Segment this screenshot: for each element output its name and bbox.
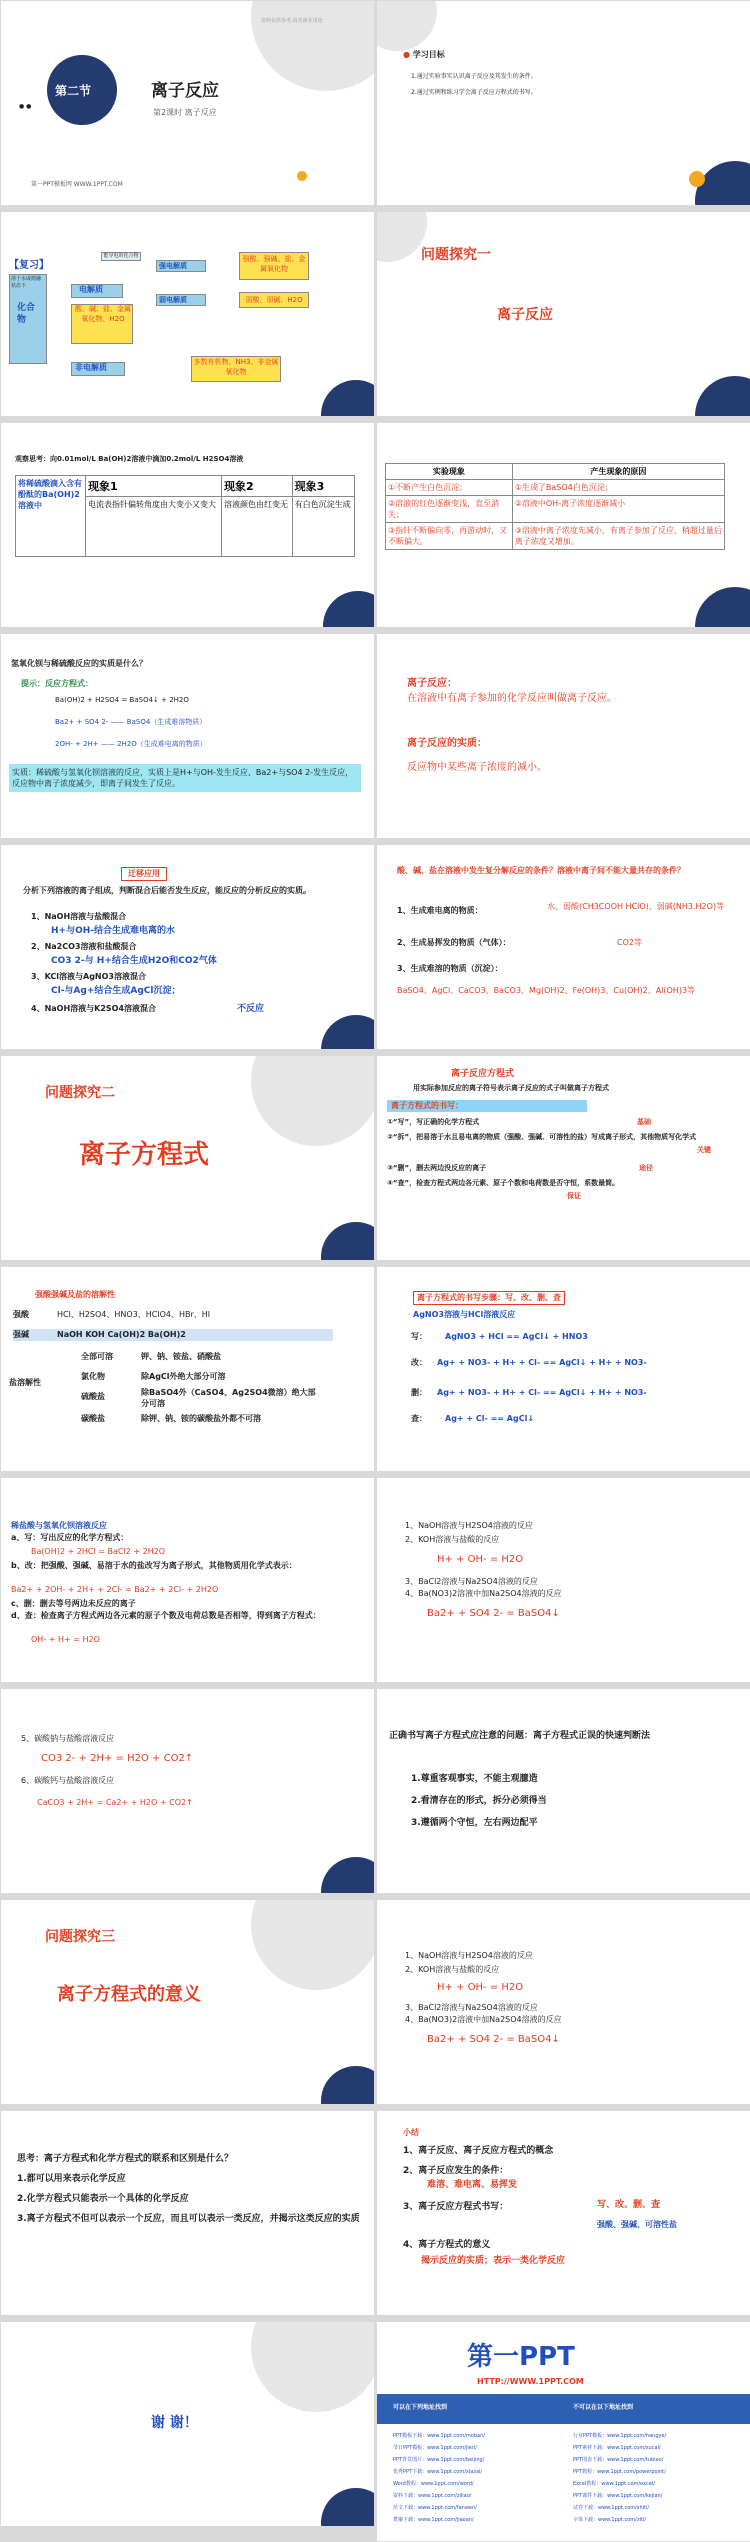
w-label: 写： [411, 1332, 427, 1341]
badge-label: 第二节 [55, 84, 92, 98]
step-c: c、删：删去等号两边未反应的离子 [11, 1599, 136, 1608]
g-eq: Ag+ + NO3- + H+ + Cl- == AgCl↓ + H+ + NO3- [437, 1358, 647, 1367]
ad-link[interactable]: 字体下载：www.1ppt.com/ziti/ [573, 2517, 646, 2523]
compare-2: 2.化学方程式只能表示一个具体的化学反应 [17, 2194, 189, 2204]
slide-exercise3 [377, 1900, 750, 2104]
deco-dot [297, 171, 307, 181]
th-3: 现象3 [292, 476, 354, 497]
strong-examples: 强酸、强碱、盐、金属氧化物 [242, 255, 306, 273]
slide-section1 [377, 212, 750, 416]
item-1: 1、NaOH溶液与H2SO4溶液的反应 [405, 1521, 533, 1530]
section-big: 离子方程式的意义 [57, 1984, 201, 2005]
equation-1: Ba(OH)2 + H2SO4 = BaSO4↓ + 2H2O [55, 696, 189, 704]
deco-circle [323, 591, 374, 627]
ad-link[interactable]: 试卷下载：www.1ppt.com/shiti/ [573, 2505, 650, 2511]
cell-r1a: ①不断产生白色沉淀； [386, 480, 513, 496]
base-label: 强碱 [13, 1329, 333, 1341]
d-label: 删： [411, 1388, 427, 1397]
steps-title: 离子反应方程式 [451, 1069, 515, 1079]
review-label: 【复习】 [9, 260, 49, 271]
ad-link[interactable]: PPT教程：www.1ppt.com/powerpoint/ [573, 2469, 666, 2475]
key-3: 途径 [639, 1164, 653, 1172]
item-2: 2、KOH溶液与盐酸的反应 [405, 1965, 500, 1974]
objectives-heading: ● 学习目标 [403, 50, 445, 59]
ad-link[interactable]: PPT素材下载：www.1ppt.com/sucai/ [573, 2445, 661, 2451]
section-title: 问题探究三 [45, 1929, 115, 1945]
salt-r2v: 除AgCl外绝大部分可溶 [141, 1372, 226, 1381]
slide-rules [377, 1689, 750, 1893]
step-a: a、写：写出反应的化学方程式： [11, 1533, 129, 1542]
cell-r3a: ③指针不断偏向零，再游动时，又不断偏大。 [386, 523, 513, 550]
rule-3: 3.遵循两个守恒，左右两边配平 [411, 1818, 538, 1828]
rules-question: 正确书写离子方程式应注意的问题：离子方程式正误的快速判断法 [389, 1731, 651, 1741]
deck-title: 离子反应 [151, 81, 219, 101]
worked-intro: 稀盐酸与氢氧化钡溶液反应 [11, 1521, 107, 1530]
header-note: 资料仅供参考,请勿商业用途 [261, 18, 323, 24]
slide-section2 [1, 1056, 374, 1260]
slide-section3 [1, 1900, 374, 2104]
slide-summary [377, 2111, 750, 2315]
answer-12: H+ + OH- = H2O [437, 1982, 524, 1993]
item-1: 1、生成难电离的物质： [397, 906, 483, 915]
answer-5: CO3 2- + 2H+ = H2O + CO2↑ [41, 1753, 194, 1764]
ad-link[interactable]: PPT背景图片：www.1ppt.com/beijing/ [393, 2457, 485, 2463]
cell-setup: 将稀硫酸滴入含有酚酞的Ba(OH)2溶液中 [16, 476, 86, 557]
equation-2: Ba2+ + SO4 2- —— BaSO4（生成难溶物质） [55, 718, 207, 726]
th-2: 现象2 [222, 476, 293, 497]
item-5: 5、碳酸钠与盐酸溶液反应 [21, 1734, 115, 1743]
deck-subtitle: 第2课时 离子反应 [153, 108, 217, 117]
hint: 提示：反应方程式： [21, 679, 93, 688]
summary-3v: 写、改、删、查 [597, 2200, 661, 2210]
section-title: 问题探究二 [45, 1085, 115, 1101]
ad-link[interactable]: 范文下载：www.1ppt.com/fanwen/ [393, 2505, 477, 2511]
summary-4: 4、离子方程式的意义 [403, 2240, 491, 2250]
summary-2v: 难溶、难电离、易挥发 [427, 2180, 518, 2190]
example-title: 离子方程式的书写步骤：写、改、删、查 [413, 1291, 565, 1305]
slide-conditions [377, 845, 750, 1049]
ad-link[interactable]: PPT模板下载：www.1ppt.com/moban/ [393, 2433, 485, 2439]
deco-circle [321, 1857, 374, 1893]
question: 氢氧化钡与稀硫酸反应的实质是什么？ [11, 659, 147, 668]
ad-link[interactable]: 行业PPT模板：www.1ppt.com/hangye/ [573, 2433, 667, 2439]
w-eq: AgNO3 + HCl == AgCl↓ + HNO3 [445, 1332, 588, 1341]
item-4: 4、Ba(NO3)2溶液中加Na2SO4溶液的反应 [405, 1589, 562, 1598]
section-subtitle: 离子反应 [497, 307, 553, 323]
deco-circle [251, 2322, 374, 2412]
logo-text: 第一PPT [467, 2342, 575, 2372]
logo-url: HTTP://WWW.1PPT.COM [477, 2377, 584, 2386]
summary-1: 1、离子反应、离子反应方程式的概念 [403, 2146, 554, 2156]
objective-2: 2.通过实例和练习学会离子反应方程式的书写。 [411, 89, 537, 96]
summary-4v: 揭示反应的实质；表示一类化学反应 [421, 2256, 566, 2266]
item-3: 3、BaCl2溶液与Na2SO4溶液的反应 [405, 2003, 538, 2012]
answer-2: CO3 2-与 H+结合生成H2O和CO2气体 [51, 956, 217, 966]
salt-r1: 全部可溶 [81, 1352, 113, 1361]
step-1: ①“写”，写正确的化学方程式 [387, 1118, 480, 1126]
non-examples: 多数有机物、NH3、非金属氧化物 [193, 358, 279, 376]
g-label: 改： [411, 1358, 427, 1367]
weak-label: 弱电解质 [159, 296, 187, 304]
solubility-title: 强酸强碱及盐的溶解性 [35, 1290, 115, 1299]
th-1: 现象1 [86, 476, 222, 497]
rule-1: 1.尊重客观事实，不能主观臆造 [411, 1774, 538, 1784]
item-3: 3、KCl溶液与AgNO3溶液混合 [31, 972, 146, 981]
deco-circle [377, 212, 427, 262]
key-2: 关键 [697, 1146, 711, 1154]
step-d: d、查：检查离子方程式两边各元素的原子个数及电荷总数是否相等，得到离子方程式： [11, 1611, 321, 1620]
dots: ● ● [19, 103, 32, 110]
section-title: 问题探究一 [421, 247, 491, 263]
cell-r3b: ③溶液中离子浓度先减小，有离子参加了反应，稍超过量后离子浓度又增加。 [512, 523, 724, 550]
summary-title: 小结 [403, 2128, 419, 2137]
slide-exercise1 [377, 1478, 750, 1682]
observe-table [15, 475, 355, 557]
cell-1: 电流表指针偏转角度由大变小又变大 [86, 497, 222, 557]
practice-tag: 迁移应用 [121, 867, 167, 881]
rule-2: 2.看清存在的形式，拆分必须得当 [411, 1796, 547, 1806]
item-4: 4、Ba(NO3)2溶液中加Na2SO4溶液的反应 [405, 2015, 562, 2024]
item-3: 3、生成难溶的物质（沉淀）： [397, 964, 503, 973]
cell-3: 有白色沉淀生成 [292, 497, 354, 557]
th-reason: 产生现象的原因 [512, 464, 724, 480]
step-a-eq: Ba(OH)2 + 2HCl = BaCl2 + 2H2O [31, 1547, 166, 1556]
salt-r3: 硫酸盐 [81, 1392, 105, 1401]
example-intro: AgNO3溶液与HCl溶液反应 [413, 1310, 516, 1319]
deco-circle [321, 2066, 374, 2104]
slide-solubility [1, 1267, 374, 1471]
slide-steps [377, 1056, 750, 1260]
definition: 用实际参加反应的离子符号表示离子反应的式子叫做离子方程式 [413, 1084, 609, 1092]
thanks-text: 谢 谢！ [151, 2415, 198, 2431]
deco-circle [321, 2488, 374, 2526]
essence-label: 离子反应的实质： [407, 738, 487, 749]
item-2: 2、KOH溶液与盐酸的反应 [405, 1535, 500, 1544]
cond-cloud: 能导电的化合物 [101, 252, 141, 261]
c-eq: Ag+ + Cl- == AgCl↓ [445, 1414, 535, 1423]
step-d-eq: OH- + H+ = H2O [31, 1635, 100, 1644]
prompt: 观察思考：向0.01mol/L Ba(OH)2溶液中滴加0.2mol/L H2SO4溶液 [15, 455, 244, 463]
item-3: 3、BaCl2溶液与Na2SO4溶液的反应 [405, 1577, 538, 1586]
salt-r1v: 钾、钠、铵盐、硝酸盐 [141, 1352, 221, 1361]
slide-title [1, 1, 374, 205]
ad-link[interactable]: 教案下载：www.1ppt.com/jiaoan/ [393, 2517, 474, 2523]
summary-3s: 强酸、强碱、可溶性盐 [597, 2220, 677, 2229]
section-big: 离子方程式 [79, 1140, 210, 1170]
key-4: 保证 [567, 1192, 581, 1200]
ad-link[interactable]: PPT课件下载：www.1ppt.com/kejian/ [573, 2493, 663, 2499]
slide-thanks [1, 2322, 374, 2526]
base-values: NaOH KOH Ca(OH)2 Ba(OH)2 [57, 1330, 186, 1339]
compare-1: 1.都可以用来表示化学反应 [17, 2174, 126, 2184]
compare-3: 3.离子方程式不但可以表示一个反应，而且可以表示一类反应，并揭示这类反应的实质 [17, 2214, 360, 2224]
col-1-title: 可以在下列地址找到 [393, 2404, 448, 2411]
ad-link[interactable]: PPT图表下载：www.1ppt.com/tubiao/ [573, 2457, 664, 2463]
answer-6: CaCO3 + 2H+ = Ca2+ + H2O + CO2↑ [37, 1798, 193, 1807]
ad-link[interactable]: 资料下载：www.1ppt.com/ziliao/ [393, 2493, 472, 2499]
slide-objectives [377, 1, 750, 205]
deco-circle [695, 376, 750, 416]
cond-label: 溶于水或熔融状态下 [11, 276, 42, 289]
item-4: 4、NaOH溶液与K2SO4溶液混合 [31, 1004, 157, 1013]
summary-2: 2、离子反应发生的条件： [403, 2166, 509, 2176]
acid-label: 强酸 [13, 1310, 29, 1319]
acid-examples: 酸、碱、盐、金属氧化物、H2O [75, 305, 131, 323]
ad-link[interactable]: 优秀PPT下载：www.1ppt.com/xiazai/ [393, 2469, 483, 2475]
item-2: 2、生成易挥发的物质（气体）： [397, 938, 511, 947]
slide-review [1, 212, 374, 416]
slide-definition [377, 634, 750, 838]
def-label: 离子反应： [407, 678, 457, 689]
item-1: 1、NaOH溶液与盐酸混合 [31, 912, 127, 921]
answer-2: CO2等 [617, 938, 642, 947]
salt-label: 盐溶解性 [9, 1378, 41, 1387]
step-b-eq: Ba2+ + 2OH- + 2H+ + 2Cl- = Ba2+ + 2Cl- + 2H2O [11, 1585, 219, 1594]
essence-text: 反应物中某些离子浓度的减小。 [407, 762, 547, 773]
summary-box: 实质：稀硫酸与氢氧化钡溶液的反应，实质上是H+与OH-发生反应、Ba2+与SO4 2-发生反应，反应物中离子浓度减少，即离子间发生了反应。 [9, 764, 361, 792]
footer: 第一PPT模板网 WWW.1PPT.COM [31, 181, 123, 188]
salt-r2: 氯化物 [81, 1372, 105, 1381]
phenomena-table [385, 463, 725, 550]
step-3: ③“删”，删去两边没反应的离子 [387, 1164, 487, 1172]
steps-box: 离子方程式的书写： [387, 1100, 587, 1112]
answer-4: 不反应 [237, 1004, 265, 1014]
slide-ads [377, 2322, 750, 2541]
salt-r4v: 除钾、钠、铵的碳酸盐外都不可溶 [141, 1414, 261, 1423]
question: 酸、碱、盐在溶液中发生复分解反应的条件？溶液中离子间不能大量共存的条件？ [397, 866, 685, 875]
answer-3: BaSO4、AgCl、CaCO3、BaCO3、Mg(OH)2、Fe(OH)3、Cu(OH)2、Al(OH)3等 [397, 986, 696, 995]
deco-circle [321, 1222, 374, 1260]
deco-circle [251, 1056, 374, 1146]
summary-3: 3、离子反应方程式书写： [403, 2202, 509, 2212]
slide-practice [1, 845, 374, 1049]
slide-worked [1, 1478, 374, 1682]
answer-3: Cl-与Ag+结合生成AgCl沉淀； [51, 986, 181, 996]
electrolyte-label: 电解质 [79, 285, 103, 294]
slide-example [377, 1267, 750, 1471]
step-2: ②“拆”，把易溶于水且易电离的物质（强酸、强碱、可溶性的盐）写成离子形式，其他物质写化学式 [387, 1133, 697, 1141]
deco-circle [251, 1900, 374, 1990]
slide-exercise2 [1, 1689, 374, 1893]
deco-circle [321, 380, 374, 416]
item-2: 2、Na2CO3溶液和盐酸混合 [31, 942, 137, 951]
strong-label: 强电解质 [159, 262, 187, 270]
slide-observe [1, 423, 374, 627]
c-label: 查： [411, 1414, 427, 1423]
equation-3: 2OH- + 2H+ —— 2H2O（生成难电离的物质） [55, 740, 207, 748]
nonelectrolyte-label: 非电解质 [75, 363, 107, 372]
deco-circle [377, 1, 437, 51]
slide-essence [1, 634, 374, 838]
d-eq: Ag+ + NO3- + H+ + Cl- == AgCl↓ + H+ + NO3- [437, 1388, 647, 1397]
item-6: 6、碳酸钙与盐酸溶液反应 [21, 1776, 115, 1785]
item-1: 1、NaOH溶液与H2SO4溶液的反应 [405, 1951, 533, 1960]
answer-1: 水、弱酸(CH3COOH HClO)、弱碱(NH3.H2O)等 [547, 902, 725, 911]
weak-examples: 弱酸、弱碱、H2O [245, 296, 303, 304]
slide-compare [1, 2111, 374, 2315]
cell-r2b: ②溶液中OH-离子浓度逐渐减小 [512, 496, 724, 523]
root-label: 化合物 [17, 303, 36, 325]
cell-r2a: ②溶液的红色逐渐变浅，直至消失； [386, 496, 513, 523]
deco-circle [695, 587, 750, 627]
answer-34: Ba2+ + SO4 2- = BaSO4↓ [427, 2034, 560, 2045]
step-b: b、改：把强酸、强碱、易溶于水的盐改写为离子形式，其他物质用化学式表示： [11, 1561, 297, 1570]
deco-circle [321, 1015, 374, 1049]
def-text: 在溶液中有离子参加的化学反应叫做离子反应。 [407, 693, 617, 704]
deco-dot [689, 171, 705, 187]
answer-12: H+ + OH- = H2O [437, 1554, 524, 1565]
ad-link[interactable]: 节日PPT模板：www.1ppt.com/jieri/ [393, 2445, 477, 2451]
key-1: 基础 [637, 1118, 651, 1126]
objective-1: 1.通过实验事实认识离子反应及其发生的条件。 [411, 73, 537, 80]
answer-34: Ba2+ + SO4 2- = BaSO4↓ [427, 1608, 560, 1619]
salt-r3v: 除BaSO4外（CaSO4、Ag2SO4微溶）绝大部分可溶 [141, 1388, 316, 1408]
cell-r1b: ①生成了BaSO4白色沉淀； [512, 480, 724, 496]
th-phenomena: 实验现象 [386, 464, 513, 480]
step-4: ④“查”，检查方程式两边各元素、原子个数和电荷数是否守恒，系数最简。 [387, 1179, 620, 1187]
slide-phenomena [377, 423, 750, 627]
salt-r4: 碳酸盐 [81, 1414, 105, 1423]
compare-question: 思考：离子方程式和化学方程式的联系和区别是什么？ [17, 2154, 234, 2164]
ad-link[interactable]: Word教程：www.1ppt.com/word/ [393, 2481, 474, 2487]
question: 分析下列溶液的离子组成，判断混合后能否发生反应，能反应的分析反应的实质。 [23, 886, 311, 895]
answer-1: H+与OH-结合生成难电离的水 [51, 926, 175, 936]
ad-link[interactable]: Excel教程：www.1ppt.com/excel/ [573, 2481, 655, 2487]
col-2-title: 不可以在以下地址找到 [573, 2404, 634, 2411]
acid-values: HCl、H2SO4、HNO3、HClO4、HBr、HI [57, 1310, 211, 1319]
cell-2: 溶液颜色由红变无 [222, 497, 293, 557]
